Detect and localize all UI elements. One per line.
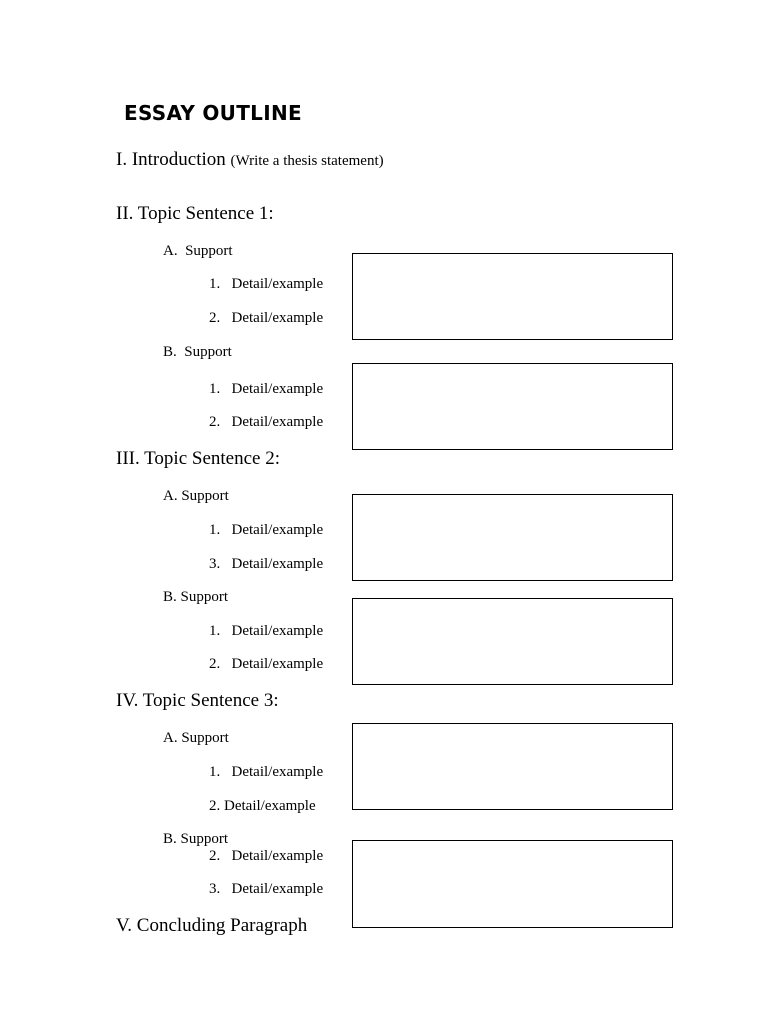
page-title: ESSAY OUTLINE bbox=[124, 101, 302, 125]
detail-item: 1. Detail/example bbox=[209, 276, 324, 292]
topic-sentence-3-heading: IV. Topic Sentence 3: bbox=[116, 690, 279, 711]
support-label: A. Support bbox=[163, 730, 229, 746]
detail-item: 2. Detail/example bbox=[209, 656, 324, 672]
detail-item: 1. Detail/example bbox=[209, 522, 324, 538]
detail-item: 2. Detail/example bbox=[209, 310, 324, 326]
support-answer-box[interactable] bbox=[352, 363, 673, 450]
detail-item: 2. Detail/example bbox=[209, 798, 316, 814]
detail-item: 2. Detail/example bbox=[209, 848, 324, 864]
introduction-label: I. Introduction bbox=[116, 149, 226, 170]
detail-item: 1. Detail/example bbox=[209, 623, 324, 639]
detail-item: 2. Detail/example bbox=[209, 414, 324, 430]
support-answer-box[interactable] bbox=[352, 598, 673, 685]
detail-item: 3. Detail/example bbox=[209, 556, 324, 572]
support-label: B. Support bbox=[163, 831, 229, 847]
support-answer-box[interactable] bbox=[352, 723, 673, 810]
support-label: B. Support bbox=[163, 344, 232, 360]
topic-sentence-1-heading: II. Topic Sentence 1: bbox=[116, 203, 274, 224]
support-label: B. Support bbox=[163, 589, 229, 605]
concluding-paragraph-heading: V. Concluding Paragraph bbox=[116, 915, 308, 936]
introduction-note: (Write a thesis statement) bbox=[230, 153, 384, 169]
support-label: A. Support bbox=[163, 243, 233, 259]
detail-item: 1. Detail/example bbox=[209, 381, 324, 397]
introduction-heading bbox=[116, 150, 384, 169]
detail-item: 3. Detail/example bbox=[209, 881, 324, 897]
detail-item: 1. Detail/example bbox=[209, 764, 324, 780]
support-answer-box[interactable] bbox=[352, 253, 673, 340]
support-label: A. Support bbox=[163, 488, 229, 504]
support-answer-box[interactable] bbox=[352, 840, 673, 928]
topic-sentence-2-heading: III. Topic Sentence 2: bbox=[116, 448, 280, 469]
support-answer-box[interactable] bbox=[352, 494, 673, 581]
